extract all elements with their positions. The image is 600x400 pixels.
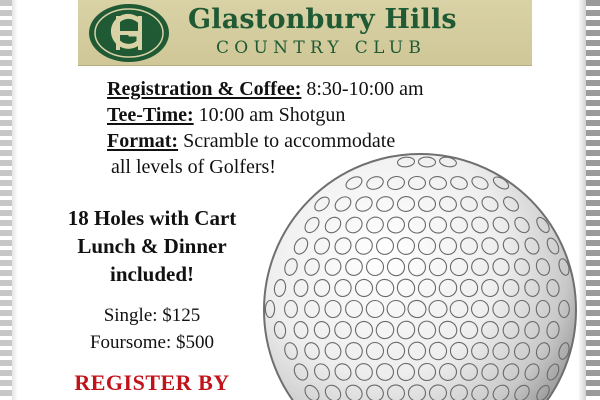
registration-line bbox=[107, 76, 527, 102]
price-single: Single: $125 bbox=[103, 305, 201, 326]
feature-meals: Lunch & Dinner bbox=[77, 234, 227, 258]
format-value: Scramble to accommodate bbox=[183, 130, 396, 152]
format-line bbox=[107, 128, 527, 154]
right-border bbox=[586, 0, 600, 400]
register-by-text: REGISTER BY bbox=[74, 370, 230, 395]
registration-value: 8:30-10:00 am bbox=[306, 78, 424, 100]
tee-time-label: Tee-Time: bbox=[107, 104, 194, 126]
format-label: Format: bbox=[107, 130, 179, 152]
club-subtitle: COUNTRY CLUB bbox=[216, 38, 427, 58]
feature-holes: 18 Holes with Cart bbox=[67, 206, 237, 230]
gh-monogram-logo bbox=[87, 2, 171, 64]
feature-included: included! bbox=[109, 262, 195, 286]
club-logo-banner bbox=[78, 0, 532, 66]
format-continuation: all levels of Golfers! bbox=[111, 156, 276, 178]
event-info bbox=[28, 204, 276, 396]
tee-time-value: 10:00 am Shotgun bbox=[198, 104, 346, 126]
golf-ball-illustration bbox=[262, 152, 578, 400]
tee-time-line bbox=[107, 102, 527, 128]
club-name: Glastonbury Hills bbox=[188, 4, 457, 35]
price-list bbox=[28, 302, 276, 356]
registration-label: Registration & Coffee: bbox=[107, 78, 302, 100]
price-foursome: Foursome: $500 bbox=[89, 332, 215, 353]
left-border bbox=[0, 0, 12, 400]
